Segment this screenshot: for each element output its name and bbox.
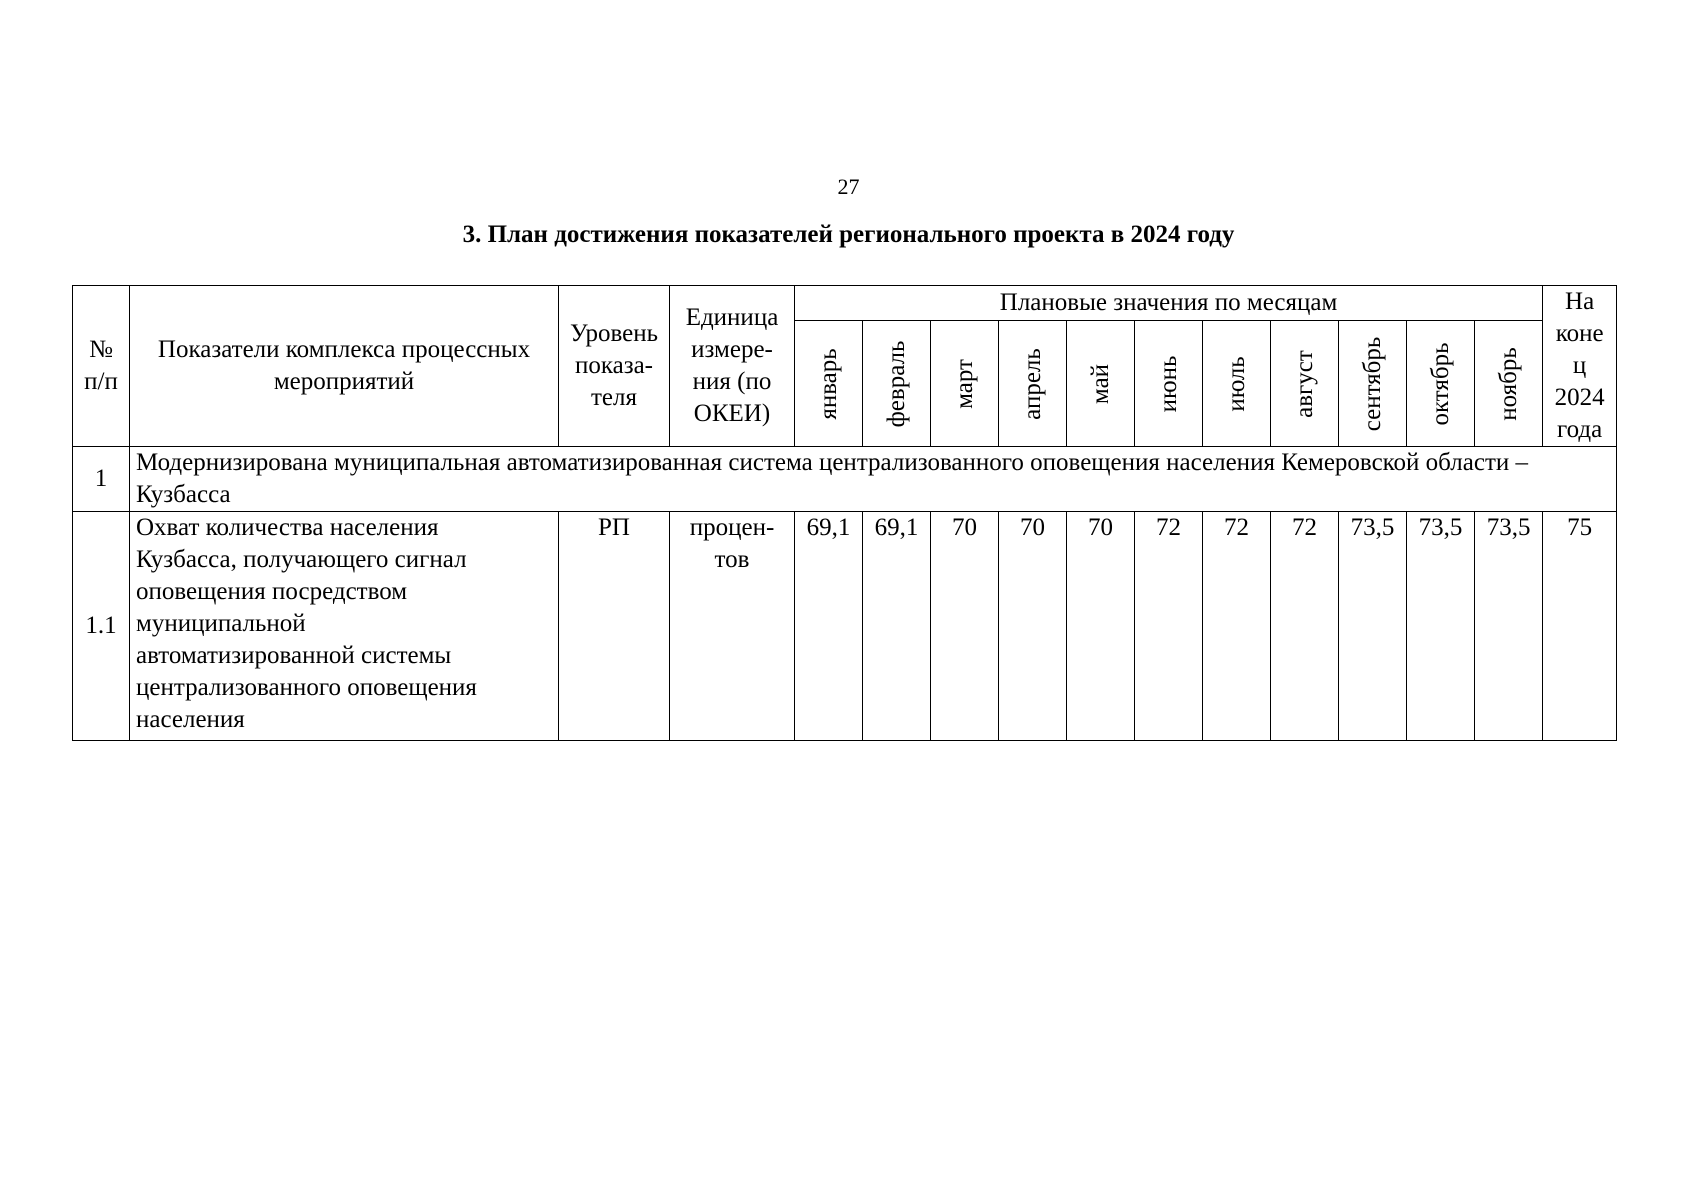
month-label: январь bbox=[814, 347, 842, 420]
header-month-november bbox=[1475, 321, 1543, 447]
section-text: Модернизирована муниципальная автоматизированная система централизованного оповещения населения Кемеровской области – Кузбасса bbox=[130, 447, 1617, 512]
month-label: октябрь bbox=[1426, 341, 1454, 426]
value-march: 70 bbox=[931, 512, 999, 741]
header-month-june bbox=[1135, 321, 1203, 447]
value-september: 73,5 bbox=[1339, 512, 1407, 741]
month-label: август bbox=[1290, 349, 1318, 418]
row-unit-text: процен-тов bbox=[689, 514, 775, 573]
month-label: сентябрь bbox=[1358, 336, 1386, 431]
row-num: 1.1 bbox=[73, 512, 130, 741]
header-indicators bbox=[130, 286, 559, 447]
table-row bbox=[73, 512, 1617, 741]
month-label: февраль bbox=[882, 340, 910, 427]
section-num: 1 bbox=[73, 447, 130, 512]
value-november: 73,5 bbox=[1475, 512, 1543, 741]
month-label: апрель bbox=[1018, 347, 1046, 420]
page-number: 27 bbox=[837, 174, 860, 199]
month-label: март bbox=[950, 358, 978, 409]
row-indicator bbox=[130, 512, 559, 741]
header-unit bbox=[670, 286, 795, 447]
value-july: 72 bbox=[1203, 512, 1271, 741]
header-num bbox=[73, 286, 130, 447]
header-month-july bbox=[1203, 321, 1271, 447]
value-june: 72 bbox=[1135, 512, 1203, 741]
header-month-february bbox=[863, 321, 931, 447]
month-label: май bbox=[1086, 363, 1114, 404]
month-label: июнь bbox=[1154, 355, 1182, 412]
value-august: 72 bbox=[1271, 512, 1339, 741]
header-month-march bbox=[931, 321, 999, 447]
header-month-january bbox=[795, 321, 863, 447]
header-indicators-label: Показатели комплекса процессных мероприятий bbox=[157, 336, 531, 395]
header-level-label: Уровень показа-теля bbox=[569, 320, 659, 411]
month-label: июль bbox=[1222, 355, 1250, 412]
header-row-1 bbox=[73, 286, 1617, 321]
value-may: 70 bbox=[1067, 512, 1135, 741]
value-february: 69,1 bbox=[863, 512, 931, 741]
row-level: РП bbox=[559, 512, 670, 741]
page-title: 3. План достижения показателей регионального проекта в 2024 году bbox=[462, 221, 1235, 248]
value-january: 69,1 bbox=[795, 512, 863, 741]
month-label: ноябрь bbox=[1494, 346, 1522, 421]
row-unit bbox=[670, 512, 795, 741]
value-october: 73,5 bbox=[1407, 512, 1475, 741]
header-planned: Плановые значения по месяцам bbox=[795, 286, 1543, 321]
header-end-of-year-label: На коне ц 2024 года bbox=[1554, 288, 1605, 443]
section-row bbox=[73, 447, 1617, 512]
row-indicator-text: Охват количества населения Кузбасса, получающего сигнал оповещения посредством муниципальной автоматизированной системы централизованного оповещения населения bbox=[136, 514, 477, 733]
header-month-september bbox=[1339, 321, 1407, 447]
header-month-october bbox=[1407, 321, 1475, 447]
header-month-august bbox=[1271, 321, 1339, 447]
value-end-of-year: 75 bbox=[1543, 512, 1617, 741]
header-month-april bbox=[999, 321, 1067, 447]
header-level bbox=[559, 286, 670, 447]
value-april: 70 bbox=[999, 512, 1067, 741]
header-unit-label: Единица измере-ния (по ОКЕИ) bbox=[685, 304, 779, 427]
header-num-label: № п/п bbox=[84, 336, 118, 395]
header-end-of-year bbox=[1543, 286, 1617, 447]
header-month-may bbox=[1067, 321, 1135, 447]
plan-table bbox=[72, 285, 1617, 741]
